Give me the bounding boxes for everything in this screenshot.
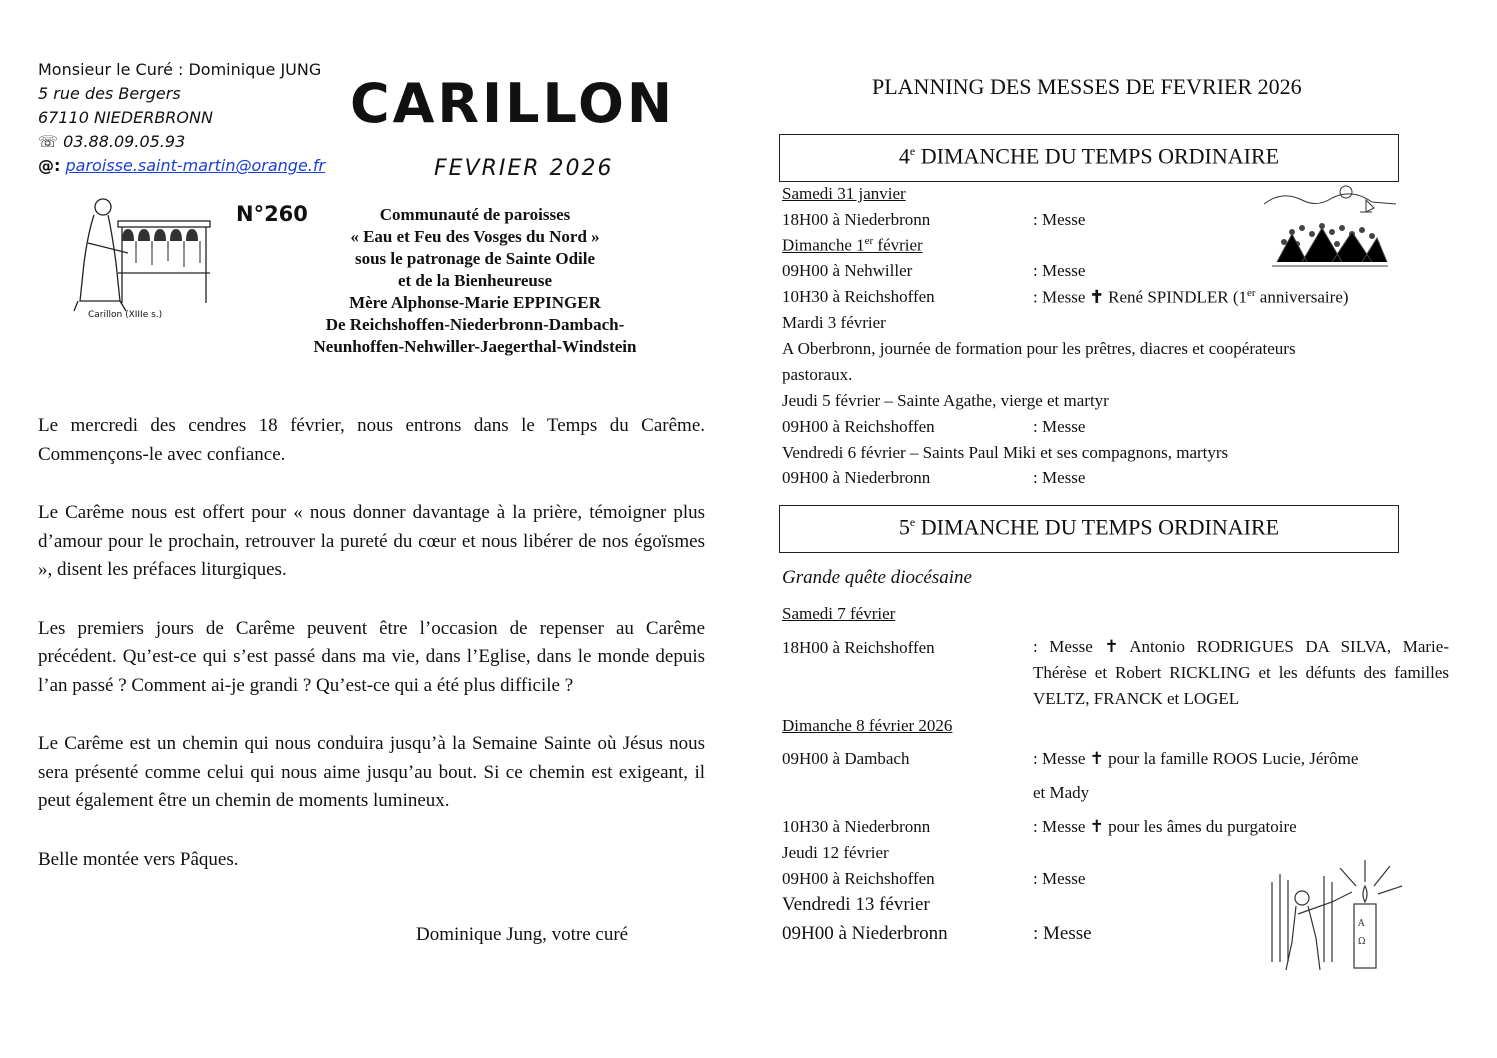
crowd-illustration [1262, 182, 1398, 274]
mass-type: : Messe [1033, 869, 1086, 888]
editorial-paragraph: Le Carême est un chemin qui nous conduira jusqu’à la Semaine Sainte où Jésus nous sera présenté comme celui qui nous aime jusqu’au bout. Si ce chemin est exigeant, il peut également être un chemin de moments lumineux. [38, 733, 705, 811]
newsletter-date: FEVRIER 2026 [434, 156, 614, 181]
svg-text:A: A [1358, 919, 1365, 929]
address-line-2: 67110 NIEDERBRONN [38, 108, 213, 127]
contact-block [38, 58, 325, 178]
community-line: Communauté de paroisses [379, 205, 571, 224]
intention-text: René SPINDLER (1 [1103, 287, 1247, 307]
mass-intention: : Messe ✝ pour la famille ROOS Lucie, Jérôme [1033, 749, 1359, 768]
date-line: Dimanche 8 février 2026 [782, 716, 953, 735]
community-line: De Reichshoffen-Niederbronn-Dambach- [325, 315, 625, 334]
mass-type: : Messe [1033, 261, 1086, 280]
editorial-paragraph: Les premiers jours de Carême peuvent être l’occasion de repenser au Carême précédent. Qu’est-ce qui s’est passé dans ma vie, dans l’Eglise, dans le monde depuis l’an passé ? Comment ai-je grandi ? Qu’est-ce qui a été plus difficile ? [38, 617, 705, 696]
issue-number: N°260 [236, 202, 308, 226]
mass-type: : Messe [1033, 417, 1086, 436]
planning-title: PLANNING DES MESSES DE FEVRIER 2026 [872, 74, 1302, 99]
mass-place: 09H00 à Niederbronn [782, 923, 948, 944]
mass-place: 09H00 à Nehwiller [782, 261, 913, 280]
date-line: Vendredi 13 février [782, 894, 930, 915]
date-line: Jeudi 12 février [782, 843, 889, 862]
community-line: Mère Alphonse-Marie EPPINGER [349, 293, 601, 312]
community-line: « Eau et Feu des Vosges du Nord » [350, 227, 600, 246]
mass-place: 10H30 à Niederbronn [782, 817, 931, 836]
phone-icon: ☏ [38, 132, 59, 151]
community-block [280, 204, 670, 358]
editorial [38, 412, 705, 904]
mass-type: : Messe [1033, 287, 1086, 307]
mass-intention-continued: et Mady [1033, 783, 1090, 802]
editorial-paragraph: Belle montée vers Pâques. [38, 848, 239, 870]
mass-intention [1033, 287, 1349, 308]
cure-name: Monsieur le Curé : Dominique JUNG [38, 60, 322, 79]
community-line: sous le patronage de Sainte Odile [354, 249, 596, 268]
date-line: Mardi 3 février [782, 313, 886, 332]
sunday-sup: e [909, 515, 916, 529]
editorial-paragraph: Le Carême nous est offert pour « nous donner davantage à la prière, témoigner plus d’amour pour le prochain, retrouver la pureté du cœur et nous libérer de nos égoïsmes », disent les préfaces liturgiques. [38, 502, 705, 580]
event-text: pastoraux. [782, 365, 853, 384]
event-text: A Oberbronn, journée de formation pour les prêtres, diacres et coopérateurs [782, 339, 1296, 358]
signature: Dominique Jung, votre curé [416, 924, 629, 945]
address-line-1: 5 rue des Bergers [38, 84, 181, 103]
email-line [38, 154, 325, 178]
date-line [782, 235, 923, 256]
mass-place: 10H30 à Reichshoffen [782, 287, 935, 306]
mass-type: : Messe [1033, 923, 1092, 944]
illustration-caption: Carillon (XIIIe s.) [88, 310, 163, 320]
sunday-sup: e [909, 144, 916, 158]
date-line: Samedi 31 janvier [782, 184, 906, 203]
sunday-number: 4 [898, 143, 910, 169]
mass-type: : Messe [1033, 468, 1086, 487]
intention-text: anniversaire) [1255, 287, 1349, 307]
community-line: Neunhoffen-Nehwiller-Jaegerthal-Windstein [313, 337, 637, 356]
cross-icon: ✝ [1089, 287, 1104, 307]
date-line: Samedi 7 février [782, 604, 896, 623]
mass-intention: : Messe ✝ Antonio RODRIGUES DA SILVA, Marie-Thérèse et Robert RICKLING et les défunts des familles VELTZ, FRANCK et LOGEL [1033, 637, 1449, 708]
mass-type: : Messe [1033, 210, 1086, 229]
date-line: Jeudi 5 février – Sainte Agathe, vierge et martyr [782, 391, 1109, 410]
bell-player-image [58, 193, 218, 328]
sunday-label: DIMANCHE DU TEMPS ORDINAIRE [920, 514, 1280, 540]
editorial-paragraph: Le mercredi des cendres 18 février, nous entrons dans le Temps du Carême. Commençons-le avec confiance. [38, 415, 705, 465]
email-label: @: [38, 156, 61, 175]
collection-note: Grande quête diocésaine [782, 567, 972, 588]
phone-line [38, 130, 325, 154]
mass-intention: : Messe ✝ pour les âmes du purgatoire [1033, 817, 1297, 836]
date-sup: er [864, 235, 874, 247]
svg-text:Ω: Ω [1358, 937, 1366, 947]
mass-place: 09H00 à Niederbronn [782, 468, 931, 487]
sunday-5-header [779, 505, 1399, 553]
community-line: et de la Bienheureuse [397, 271, 553, 290]
date-part: février [873, 235, 923, 255]
sunday-number: 5 [898, 514, 910, 540]
sunday-label: DIMANCHE DU TEMPS ORDINAIRE [920, 143, 1280, 169]
date-line: Vendredi 6 février – Saints Paul Miki et ses compagnons, martyrs [782, 443, 1229, 462]
carillon-illustration [58, 193, 218, 328]
mass-place: 09H00 à Reichshoffen [782, 869, 935, 888]
mass-place: 09H00 à Reichshoffen [782, 417, 935, 436]
phone-number: 03.88.09.05.93 [63, 132, 186, 151]
paschal-candle-illustration [1262, 852, 1412, 972]
email-link[interactable]: paroisse.saint-martin@orange.fr [65, 156, 326, 175]
date-part: Dimanche 1 [782, 235, 865, 255]
sunday-4-header [779, 134, 1399, 182]
mass-place: 18H00 à Reichshoffen [782, 638, 935, 657]
mass-place: 18H00 à Niederbronn [782, 210, 931, 229]
mass-place: 09H00 à Dambach [782, 749, 910, 768]
newsletter-title: CARILLON [350, 72, 676, 135]
intention-sup: er [1247, 287, 1256, 299]
